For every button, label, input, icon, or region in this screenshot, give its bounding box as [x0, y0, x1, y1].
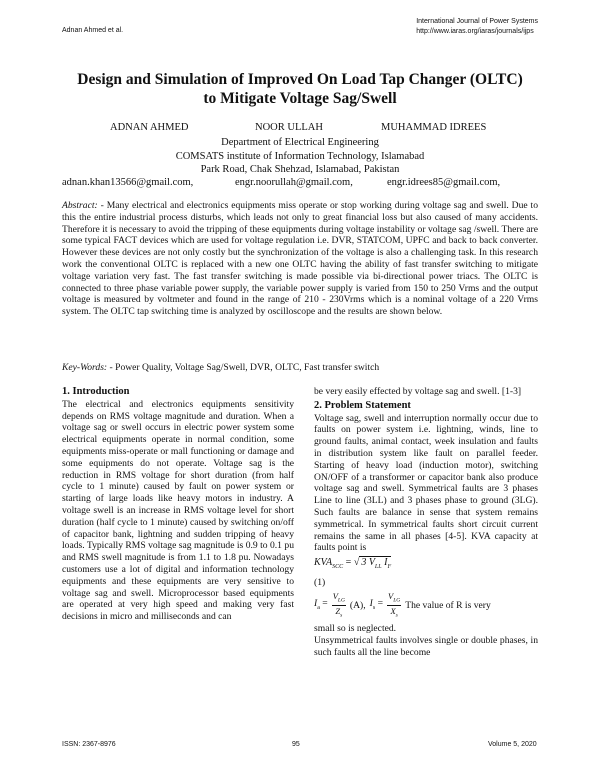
equation-kva: $KVA_{SCC}$ = √ 3 $V_{LL}$ $I_F$	[314, 556, 538, 574]
abstract-label: Abstract:	[62, 200, 98, 211]
introduction-text: The electrical and electronics equipments sensitivity depends on RMS voltage magnitude and duration. When a voltage sag or swell occurs in electric power system some electrical equipments operate in normal condition, some equipments miss-operate or mall functioning or damage and some equipments do not operate. Voltage sag is the reduction in RMS voltage for short duration (from half cycle to 1 minute) caused by fault on power system or starting of large loads like heavy motors in industry. A voltage swell is an increase in RMS voltage level for short duration (half cycle to 1 minute) caused by switching on/off of capacitor bank, lightning and sudden tripping of heavy loads. Typically RMS voltage sag magnitude is 0.9 to 0.1 pu and RMS swell magnitude is from 1.1 to 1.8 pu. Nowadays customers use a lot of digital and information technology equipments and these equipments are very sensitive to voltage sag and swell. Microprocessor based equipments are operated at very high speed and making very fast decisions in micro and milliseconds and can	[62, 398, 294, 623]
section-heading-introduction: 1. Introduction	[62, 386, 130, 397]
affiliation-address: Park Road, Chak Shehzad, Islamabad, Pakistan	[200, 164, 400, 175]
abstract-text: - Many electrical and electronics equipments miss operate or stop working during voltage sag and swell. Due to this the entire industrial process disturbs, which leads not only to great financial loss but also caused of many accidents. Therefore it is necessary to avoid the tripping of these equipments during voltage instability or voltage sag /swell. There are some typical FACT devices which are used for voltage regulation i.e. DVR, STATCOM, UPFC and back to back converter. However these devices are not only costly but the synchronization of the voltage is also a challenging task. In this research work the conventional OLTC is replaced with a new one OLTC having the ability of fast transfer switching to mitigate voltage variation very fast. The fast transfer switching is made possible via bi-directional power triacs. The OLTC is connected to three phase variable power supply, the variable power supply is varied from 150 to 250 Vrms and the output voltage is measured by voltmeter and found in the range of 210 - 230Vrms which is a nominal voltage of a 220 Vrms system. The OLTC tap switching time is analyzed by oscilloscope and the results are shown below.	[62, 200, 538, 318]
keywords-text: - Power Quality, Voltage Sag/Swell, DVR, OLTC, Fast transfer switch	[107, 362, 380, 373]
email-3[interactable]: engr.idrees85@gmail.com,	[387, 177, 501, 188]
affiliation-institute: COMSATS institute of Information Technology, Islamabad	[175, 150, 425, 162]
journal-url[interactable]: http://www.iaras.org/iaras/journals/ijps	[416, 28, 534, 35]
footer-issn: ISSN: 2367-8976	[62, 741, 116, 748]
column-left	[62, 386, 294, 623]
column-right	[314, 386, 538, 659]
section-heading-problem-statement: 2. Problem Statement	[314, 399, 411, 411]
equation-currents: $I_a$ = $\frac{V_{LG}}{Z_s}$ (A), $I_s$ = $\frac{V_{LG}}{X_s}$ The value of R is very	[314, 590, 491, 620]
paper-title	[40, 70, 560, 108]
introduction-continued: be very easily effected by voltage sag and swell. [1-3]	[314, 386, 522, 397]
author-3: MUHAMMAD IDREES	[381, 122, 487, 133]
footer-page-number: 95	[292, 741, 300, 748]
running-head-journal	[416, 17, 538, 37]
author-2: NOOR ULLAH	[255, 122, 323, 133]
affiliation	[0, 136, 600, 177]
email-1[interactable]: adnan.khan13566@gmail.com,	[62, 177, 194, 188]
email-2[interactable]: engr.noorullah@gmail.com,	[235, 177, 353, 188]
journal-name: International Journal of Power Systems	[416, 18, 538, 25]
problem-statement-text: Voltage sag, swell and interruption normally occur due to faults on power system i.e. lightning, winds, line to ground faults, animal contact, week insulation and faults in distribution system like fault on parallel feeder. Starting of heavy load (induction motor), switching ON/OFF of a transformer or capacitor bank also produce voltage sag and swell. Symmetrical faults are 3 phases Line to line (3LL) and 3 phases phase to ground (3LG). Such faults are balance in sense that system remains symmetrical. In symmetrical faults short circuit current remains the same in all phases [4-5]. KVA capacity at faults point is	[314, 412, 538, 554]
running-head-author: Adnan Ahmed et al.	[62, 27, 124, 34]
problem-unsymmetrical-text: Unsymmetrical faults involves single or double phases, in such faults all the line become	[314, 634, 538, 658]
author-1: ADNAN AHMED	[110, 122, 189, 133]
keywords	[62, 362, 538, 373]
affiliation-dept: Department of Electrical Engineering	[221, 137, 379, 148]
equation-number: (1)	[314, 576, 326, 588]
abstract	[62, 200, 538, 318]
title-line-2: to Mitigate Voltage Sag/Swell	[203, 90, 397, 107]
footer-volume: Volume 5, 2020	[488, 741, 537, 748]
title-line-1: Design and Simulation of Improved On Load Tap Changer (OLTC)	[77, 71, 523, 88]
problem-after-equation: small so is neglected.	[314, 623, 397, 635]
keywords-label: Key-Words:	[62, 362, 108, 373]
